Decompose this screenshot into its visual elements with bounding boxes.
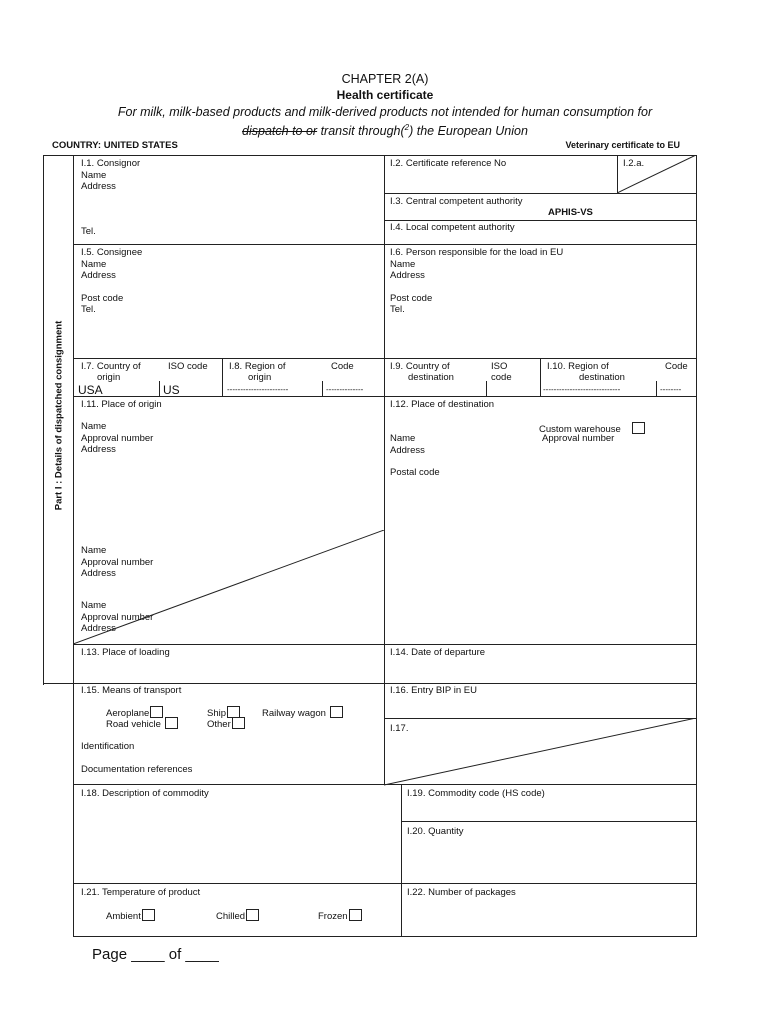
dest-approval-label: Approval number — [542, 433, 615, 444]
chilled-option[interactable]: Chilled — [216, 909, 259, 923]
custom-warehouse-label: Custom warehouse — [539, 422, 645, 436]
commodity-code-label: I.19. Commodity code (HS code) — [407, 788, 545, 799]
road-option[interactable]: Road vehicle — [106, 717, 178, 731]
responsible-block — [390, 247, 563, 316]
railway-option[interactable]: Railway wagon — [262, 706, 343, 720]
region-code-dashes: -------------- — [326, 385, 364, 394]
ship-option[interactable]: Ship — [207, 706, 240, 720]
origin3-name-label: Name — [81, 600, 107, 611]
responsible-postcode-label: Post code — [390, 292, 433, 304]
ambient-option[interactable]: Ambient — [106, 909, 155, 923]
packages-label: I.22. Number of packages — [407, 887, 516, 898]
cert-ref-label: I.2. Certificate reference No — [390, 158, 507, 169]
i17-diagonal — [384, 718, 697, 786]
country-label: COUNTRY: UNITED STATES — [52, 140, 178, 151]
country-origin-label: I.7. Country of — [81, 361, 141, 372]
place-loading-label: I.13. Place of loading — [81, 647, 170, 658]
origin-block-1 — [81, 421, 153, 456]
dest-address-label: Address — [390, 444, 425, 456]
i17-label: I.17. — [390, 723, 409, 734]
dest-iso-label: ISO — [491, 361, 508, 372]
place-origin-label: I.11. Place of origin — [81, 399, 162, 410]
vet-cert-label: Veterinary certificate to EU — [565, 140, 680, 150]
road-checkbox[interactable] — [165, 717, 178, 729]
ambient-checkbox[interactable] — [142, 909, 155, 921]
chilled-checkbox[interactable] — [246, 909, 259, 921]
central-authority-value: APHIS-VS — [548, 207, 593, 218]
region-dest-label-2: destination — [579, 372, 625, 383]
custom-warehouse-checkbox[interactable] — [632, 422, 645, 434]
temperature-label: I.21. Temperature of product — [81, 887, 201, 898]
place-dest-label: I.12. Place of destination — [390, 399, 495, 410]
consignee-address-label: Address — [81, 270, 116, 281]
origin2-address-label: Address — [81, 568, 116, 579]
frozen-option[interactable]: Frozen — [318, 909, 362, 923]
consignor-block — [81, 158, 140, 193]
region-origin-label: I.8. Region of — [229, 361, 286, 372]
dest-iso-label-2: code — [491, 372, 512, 383]
origin2-approval-label: Approval number — [81, 556, 154, 568]
part-one-side-label: Part I : Details of dispatched consignment — [53, 320, 65, 511]
page-number: Page ____ of ____ — [92, 946, 219, 963]
region-dest-code-label: Code — [665, 361, 688, 372]
dest-block — [390, 433, 440, 479]
origin3-approval-label: Approval number — [81, 611, 154, 623]
consignor-tel-label: Tel. — [81, 226, 96, 237]
consignee-tel-label: Tel. — [81, 304, 96, 315]
railway-checkbox[interactable] — [330, 706, 343, 718]
region-dest-label: I.10. Region of — [547, 361, 609, 372]
consignee-label: I.5. Consignee — [81, 247, 143, 258]
chapter-heading: CHAPTER 2(A) — [341, 72, 429, 86]
country-dest-label: I.9. Country of — [390, 361, 450, 372]
document-subtitle: For milk, milk-based products and milk-derived products not intended for human consumption for dispatch to or transit through($^2$) the European Union — [117, 105, 653, 139]
entry-bip-label: I.16. Entry BIP in EU — [390, 685, 477, 696]
responsible-address-label: Address — [390, 270, 425, 281]
consignee-name-label: Name — [81, 258, 107, 270]
region-dest-code-dashes: -------- — [660, 385, 682, 394]
origin1-address-label: Address — [81, 444, 116, 455]
frozen-checkbox[interactable] — [349, 909, 362, 921]
central-authority-label: I.3. Central competent authority — [390, 196, 523, 207]
consignee-postcode-label: Post code — [81, 292, 124, 304]
origin1-name-label: Name — [81, 421, 107, 432]
date-departure-label: I.14. Date of departure — [390, 647, 486, 658]
origin3-address-label: Address — [81, 623, 116, 634]
country-origin-label-2: origin — [97, 372, 121, 383]
other-checkbox[interactable] — [232, 717, 245, 729]
consignee-block — [81, 247, 142, 316]
consignor-label: I.1. Consignor — [81, 158, 141, 169]
responsible-name-label: Name — [390, 258, 416, 270]
region-code-label: Code — [331, 361, 354, 372]
aeroplane-option[interactable]: Aeroplane — [106, 706, 163, 720]
country-origin-value: USA — [78, 383, 103, 397]
responsible-tel-label: Tel. — [390, 304, 405, 315]
identification-label: Identification — [81, 741, 135, 752]
dest-name-label: Name — [390, 433, 416, 444]
consignor-address-label: Address — [81, 181, 116, 192]
means-transport-label: I.15. Means of transport — [81, 685, 182, 696]
other-option[interactable]: Other — [207, 717, 245, 731]
dest-postal-label: Postal code — [390, 467, 440, 478]
doc-refs-label: Documentation references — [81, 764, 193, 775]
document-title: Health certificate — [336, 88, 434, 102]
region-origin-dashes: ----------------------- — [227, 385, 289, 394]
origin-block-2 — [81, 545, 153, 580]
iso-code-label: ISO code — [168, 361, 208, 372]
region-origin-label-2: origin — [248, 372, 272, 383]
local-authority-label: I.4. Local competent authority — [390, 222, 515, 233]
origin2-name-label: Name — [81, 545, 107, 556]
origin1-approval-label: Approval number — [81, 432, 154, 444]
quantity-label: I.20. Quantity — [407, 826, 464, 837]
origin-block-3 — [81, 600, 153, 635]
iso-code-value: US — [163, 383, 180, 397]
cert-ref-a-label: I.2.a. — [623, 158, 645, 169]
country-dest-label-2: destination — [408, 372, 454, 383]
description-label: I.18. Description of commodity — [81, 788, 209, 799]
region-dest-dashes: ----------------------------- — [543, 385, 621, 394]
consignor-name-label: Name — [81, 169, 107, 181]
responsible-label: I.6. Person responsible for the load in EU — [390, 247, 564, 258]
